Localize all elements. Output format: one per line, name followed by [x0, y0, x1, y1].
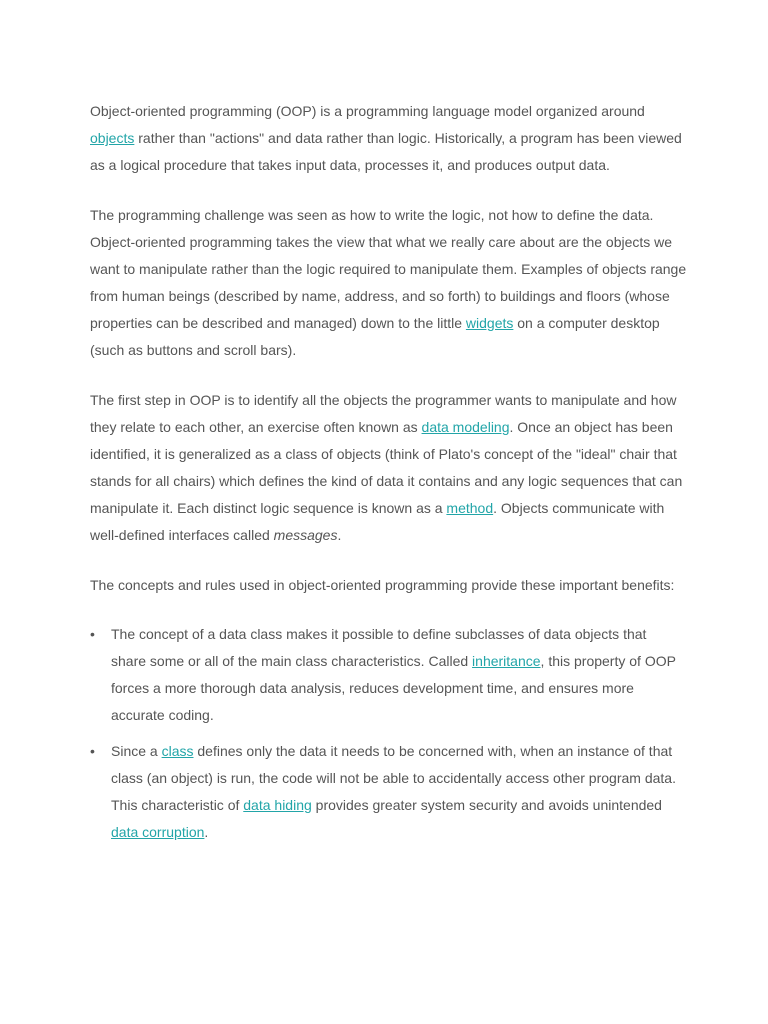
- link-method[interactable]: method: [446, 500, 494, 516]
- text-span: The concept of a data class makes it possible to define subclasses of data objects that share some or all of the main class characteristics. Called: [111, 626, 647, 669]
- article-body: [90, 98, 690, 855]
- paragraph-programming-challenge: [90, 202, 690, 364]
- link-widgets[interactable]: widgets: [465, 315, 514, 331]
- text-span: The first step in OOP is to identify all the objects the programmer wants to manipulate and how they relate to each other, an exercise often known as: [90, 392, 677, 435]
- text-span: defines only the data it needs to be concerned with, when an instance of that class (an object) is run, the code will not be able to accidentally access other program data. This characteristic of: [111, 743, 676, 813]
- bullet-icon: •: [90, 743, 95, 759]
- link-class[interactable]: class: [161, 743, 194, 759]
- paragraph-first-step: [90, 387, 690, 549]
- text-span: on a computer desktop (such as buttons and scroll bars).: [90, 315, 660, 358]
- benefits-list: [90, 621, 690, 846]
- link-inheritance[interactable]: inheritance: [472, 653, 541, 669]
- link-data-modeling[interactable]: data modeling: [421, 419, 510, 435]
- bullet-icon: •: [90, 626, 95, 642]
- text-span: rather than "actions" and data rather than logic. Historically, a program has been viewed as a logical procedure that takes input data, processes it, and produces output data.: [90, 130, 682, 173]
- emphasis-messages: messages: [273, 527, 338, 543]
- text-span: . Once an object has been identified, it is generalized as a class of objects (think of Plato's concept of the "ideal" chair that stands for all chairs) which defines the kind of data it contains and any logic sequences that can manipulate it. Each distinct logic sequence is known as a: [90, 419, 683, 516]
- list-item-data-hiding: [90, 738, 681, 846]
- text-span: Since a: [111, 743, 162, 759]
- link-data-hiding[interactable]: data hiding: [243, 797, 312, 813]
- link-data-corruption[interactable]: data corruption: [111, 824, 205, 840]
- paragraph-oop-definition: [90, 98, 690, 179]
- text-span: The concepts and rules used in object-oriented programming provide these important benefits:: [90, 577, 675, 593]
- text-span: provides greater system security and avoids unintended: [311, 797, 662, 813]
- text-span: .: [204, 824, 209, 840]
- text-span: . Objects communicate with well-defined interfaces called: [90, 500, 665, 543]
- paragraph-benefits-intro: [90, 572, 690, 599]
- text-span: , this property of OOP forces a more thorough data analysis, reduces development time, and ensures more accurate coding.: [111, 653, 676, 723]
- text-span: Object-oriented programming (OOP) is a programming language model organized around: [90, 103, 645, 119]
- link-objects[interactable]: objects: [90, 130, 135, 146]
- text-span: The programming challenge was seen as how to write the logic, not how to define the data. Object-oriented programming takes the view that what we really care about are the objects we want to manipulate rather than the logic required to manipulate them. Examples of objects range from human beings (described by name, address, and so forth) to buildings and floors (whose properties can be described and managed) down to the little: [90, 207, 687, 331]
- text-span: .: [337, 527, 342, 543]
- list-item-inheritance: [90, 621, 681, 729]
